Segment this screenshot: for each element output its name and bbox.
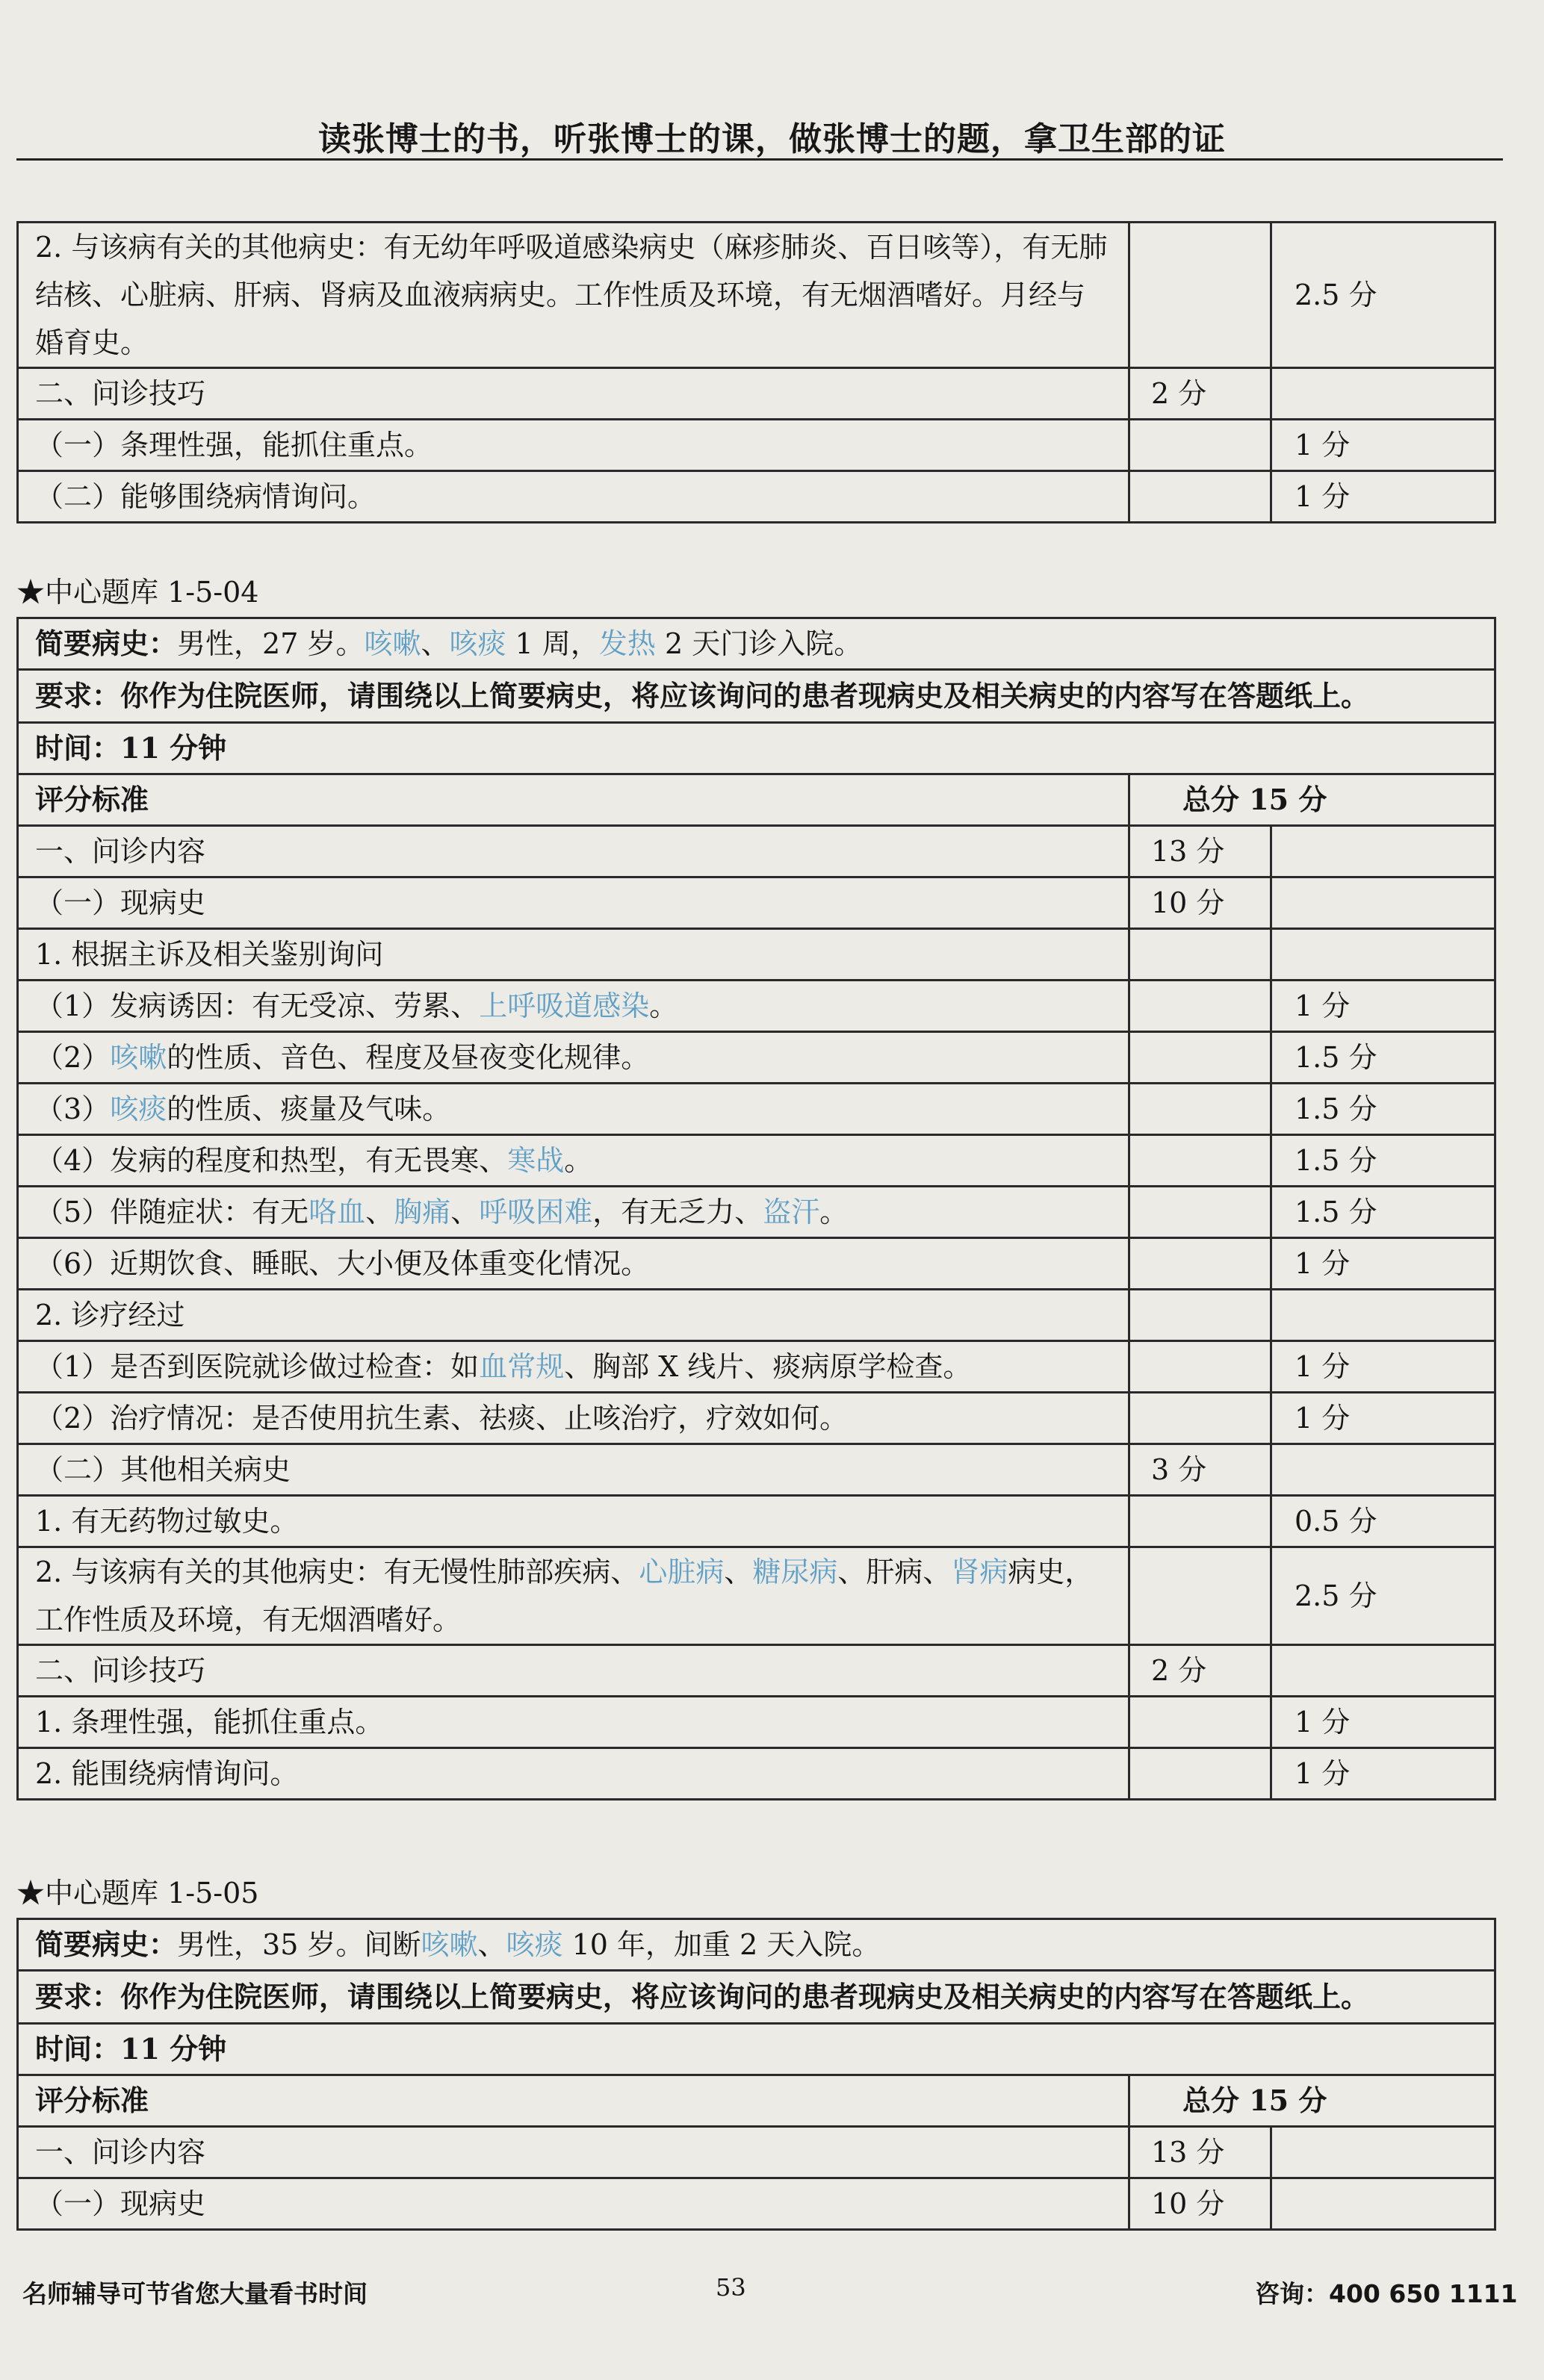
- table-row: [18, 1971, 1495, 2024]
- table-row: [18, 618, 1495, 670]
- row-highlight: 咳嗽: [110, 1041, 167, 1074]
- row-text: （一）现病史: [18, 2178, 1129, 2230]
- history-text: 、: [477, 1928, 506, 1961]
- score-mid: 3 分: [1129, 1444, 1271, 1496]
- row-highlight: 咯血: [309, 1196, 366, 1228]
- row-text: [18, 1032, 1129, 1084]
- row-text-part: 。: [819, 1196, 849, 1228]
- score-mid: [1129, 1187, 1271, 1238]
- table-row: [18, 2127, 1495, 2178]
- score-mid: [1129, 1032, 1271, 1084]
- table-row: [18, 420, 1495, 471]
- row-highlight: 胸痛: [394, 1196, 451, 1228]
- row-text: 2. 与该病有关的其他病史：有无幼年呼吸道感染病史（麻疹肺炎、百日咳等），有无肺结核、心脏病、肝病、肾病及血液病病史。工作性质及环境，有无烟酒嗜好。月经与婚育史。: [18, 223, 1129, 368]
- history-text: 男性，35 岁。间断: [177, 1928, 421, 1961]
- history-prefix: 简要病史：: [35, 627, 178, 660]
- row-text-part: （3）: [35, 1093, 111, 1125]
- score-mid: 2 分: [1129, 1645, 1271, 1697]
- score-right: 1 分: [1271, 1341, 1495, 1393]
- row-text-part: 、: [365, 1196, 394, 1228]
- score-mid: 10 分: [1129, 877, 1271, 929]
- score-mid: 2 分: [1129, 368, 1271, 420]
- score-mid: [1129, 1238, 1271, 1290]
- table-row: [18, 1919, 1495, 1971]
- row-text: 一、问诊内容: [18, 2127, 1129, 2178]
- score-mid: [1129, 1135, 1271, 1187]
- row-text-part: 、: [450, 1196, 480, 1228]
- score-right: 1.5 分: [1271, 1135, 1495, 1187]
- row-text-part: 2. 与该病有关的其他病史：有无慢性肺部疾病、: [35, 1556, 639, 1588]
- row-text-part: ，有无乏力、: [592, 1196, 763, 1228]
- score-mid: [1129, 471, 1271, 523]
- row-text-part: 、: [724, 1556, 753, 1588]
- row-text: （二）能够围绕病情询问。: [18, 471, 1129, 523]
- table-row: [18, 2178, 1495, 2230]
- table-row: [18, 2024, 1495, 2075]
- score-mid: [1129, 223, 1271, 368]
- row-text: （一）现病史: [18, 877, 1129, 929]
- score-mid: [1129, 1496, 1271, 1547]
- table-row: [18, 723, 1495, 774]
- table-row: [18, 2075, 1495, 2127]
- table-row: [18, 1748, 1495, 1800]
- table-row: [18, 1444, 1495, 1496]
- score-right: [1271, 1290, 1495, 1341]
- row-text: [18, 1547, 1129, 1645]
- table-row: [18, 1697, 1495, 1748]
- score-right: 1 分: [1271, 1748, 1495, 1800]
- row-highlight: 咳痰: [110, 1093, 167, 1125]
- table-row: [18, 1341, 1495, 1393]
- row-text: 1. 根据主诉及相关鉴别询问: [18, 929, 1129, 981]
- score-right: 1 分: [1271, 420, 1495, 471]
- row-text-part: 。: [649, 989, 678, 1022]
- row-text-part: 的性质、音色、程度及昼夜变化规律。: [167, 1041, 650, 1074]
- section-05-label: ★中心题库 1-5-05: [16, 1877, 259, 1910]
- criteria-heading: 评分标准: [18, 2075, 1129, 2127]
- header-rule: [16, 158, 1503, 161]
- section-04-label: ★中心题库 1-5-04: [16, 576, 259, 609]
- section-1-tail-table: [16, 221, 1496, 523]
- score-right: [1271, 1444, 1495, 1496]
- table-row: [18, 877, 1495, 929]
- history-text: 男性，27 岁。: [177, 627, 365, 660]
- row-text-part: （2）: [35, 1041, 111, 1074]
- score-right: 1.5 分: [1271, 1187, 1495, 1238]
- history-text: 10 年，加重 2 天入院。: [562, 1928, 881, 1961]
- score-right: 2.5 分: [1271, 1547, 1495, 1645]
- score-right: [1271, 929, 1495, 981]
- row-text: 二、问诊技巧: [18, 368, 1129, 420]
- table-row: [18, 1496, 1495, 1547]
- row-text-part: （1）发病诱因：有无受凉、劳累、: [35, 989, 480, 1022]
- page-header-title: 读张博士的书，听张博士的课，做张博士的题，拿卫生部的证: [318, 120, 1226, 158]
- table-row: [18, 1645, 1495, 1697]
- history-text: 2 天门诊入院。: [655, 627, 863, 660]
- row-text-part: 。: [564, 1144, 593, 1177]
- row-text-part: （1）是否到医院就诊做过检查：如: [35, 1350, 480, 1383]
- score-right: [1271, 1645, 1495, 1697]
- row-text: （2）治疗情况：是否使用抗生素、祛痰、止咳治疗，疗效如何。: [18, 1393, 1129, 1444]
- row-text: [18, 1341, 1129, 1393]
- history-highlight: 咳嗽: [421, 1928, 478, 1961]
- row-text-part: 、胸部 X 线片、痰病原学检查。: [564, 1350, 972, 1383]
- score-right: 2.5 分: [1271, 223, 1495, 368]
- row-text: [18, 981, 1129, 1032]
- table-row: [18, 1187, 1495, 1238]
- footer-slogan: 名师辅导可节省您大量看书时间: [22, 2279, 368, 2308]
- row-highlight: 肾病: [951, 1556, 1008, 1588]
- row-text-part: 的性质、痰量及气味。: [167, 1093, 451, 1125]
- row-highlight: 上呼吸道感染: [479, 989, 650, 1022]
- row-text: 2. 诊疗经过: [18, 1290, 1129, 1341]
- score-right: [1271, 368, 1495, 420]
- score-mid: [1129, 1084, 1271, 1135]
- row-text: 1. 条理性强，能抓住重点。: [18, 1697, 1129, 1748]
- section-04-table: [16, 617, 1496, 1800]
- score-mid: [1129, 981, 1271, 1032]
- total-score: 总分 15 分: [1129, 2075, 1495, 2127]
- table-row: [18, 1547, 1495, 1645]
- table-row: [18, 670, 1495, 723]
- table-row: [18, 929, 1495, 981]
- score-right: 1.5 分: [1271, 1032, 1495, 1084]
- time-limit: 时间：11 分钟: [18, 723, 1495, 774]
- row-text: （二）其他相关病史: [18, 1444, 1129, 1496]
- brief-history: [18, 1919, 1495, 1971]
- history-highlight: 咳嗽: [364, 627, 421, 660]
- table-row: [18, 1032, 1495, 1084]
- table-row: [18, 981, 1495, 1032]
- row-text-part: （4）发病的程度和热型，有无畏寒、: [35, 1144, 508, 1177]
- row-text: [18, 1135, 1129, 1187]
- score-mid: 13 分: [1129, 2127, 1271, 2178]
- time-limit: 时间：11 分钟: [18, 2024, 1495, 2075]
- row-highlight: 寒战: [507, 1144, 565, 1177]
- table-row: [18, 1393, 1495, 1444]
- requirement: 要求：你作为住院医师，请围绕以上简要病史，将应该询问的患者现病史及相关病史的内容写在答题纸上。: [18, 670, 1495, 723]
- row-text: 一、问诊内容: [18, 826, 1129, 877]
- score-mid: [1129, 1697, 1271, 1748]
- table-row: [18, 368, 1495, 420]
- score-mid: [1129, 1290, 1271, 1341]
- section-05-table: [16, 1918, 1496, 2231]
- total-score: 总分 15 分: [1129, 774, 1495, 826]
- row-text: [18, 1187, 1129, 1238]
- score-right: [1271, 826, 1495, 877]
- row-highlight: 血常规: [479, 1350, 565, 1383]
- score-right: [1271, 2178, 1495, 2230]
- history-text: 、: [421, 627, 450, 660]
- score-right: 1 分: [1271, 981, 1495, 1032]
- score-right: [1271, 2127, 1495, 2178]
- table-row: [18, 1084, 1495, 1135]
- score-mid: 10 分: [1129, 2178, 1271, 2230]
- row-highlight: 盗汗: [763, 1196, 820, 1228]
- criteria-heading: 评分标准: [18, 774, 1129, 826]
- row-text-part: 病史，工作性质及环境，有无烟酒嗜好。: [35, 1556, 1094, 1636]
- history-highlight: 发热: [598, 627, 656, 660]
- score-right: 1.5 分: [1271, 1084, 1495, 1135]
- table-row: [18, 826, 1495, 877]
- page-number: 53: [716, 2273, 746, 2302]
- table-row: [18, 1238, 1495, 1290]
- row-text-part: （5）伴随症状：有无: [35, 1196, 309, 1228]
- score-right: [1271, 877, 1495, 929]
- score-right: 1 分: [1271, 1393, 1495, 1444]
- score-right: 1 分: [1271, 1697, 1495, 1748]
- row-highlight: 呼吸困难: [479, 1196, 593, 1228]
- score-mid: [1129, 1547, 1271, 1645]
- history-prefix: 简要病史：: [35, 1927, 178, 1961]
- table-row: [18, 774, 1495, 826]
- table-row: [18, 1135, 1495, 1187]
- row-text: 二、问诊技巧: [18, 1645, 1129, 1697]
- brief-history: [18, 618, 1495, 670]
- history-highlight: 咳痰: [449, 627, 506, 660]
- requirement: 要求：你作为住院医师，请围绕以上简要病史，将应该询问的患者现病史及相关病史的内容写在答题纸上。: [18, 1971, 1495, 2024]
- score-mid: [1129, 1341, 1271, 1393]
- score-right: 1 分: [1271, 1238, 1495, 1290]
- history-highlight: 咳痰: [506, 1928, 563, 1961]
- table-row: [18, 471, 1495, 523]
- table-row: [18, 223, 1495, 368]
- score-right: 0.5 分: [1271, 1496, 1495, 1547]
- row-text-part: 、肝病、: [837, 1556, 952, 1588]
- row-highlight: 糖尿病: [752, 1556, 838, 1588]
- score-mid: [1129, 929, 1271, 981]
- row-text: （一）条理性强，能抓住重点。: [18, 420, 1129, 471]
- score-mid: [1129, 1393, 1271, 1444]
- footer-contact: 咨询：400 650 1111: [1255, 2279, 1518, 2308]
- row-text: [18, 1084, 1129, 1135]
- score-mid: [1129, 1748, 1271, 1800]
- score-right: 1 分: [1271, 471, 1495, 523]
- score-mid: [1129, 420, 1271, 471]
- score-mid: 13 分: [1129, 826, 1271, 877]
- row-text: 2. 能围绕病情询问。: [18, 1748, 1129, 1800]
- row-highlight: 心脏病: [639, 1556, 725, 1588]
- history-text: 1 周，: [506, 627, 599, 660]
- row-text: 1. 有无药物过敏史。: [18, 1496, 1129, 1547]
- row-text: （6）近期饮食、睡眠、大小便及体重变化情况。: [18, 1238, 1129, 1290]
- table-row: [18, 1290, 1495, 1341]
